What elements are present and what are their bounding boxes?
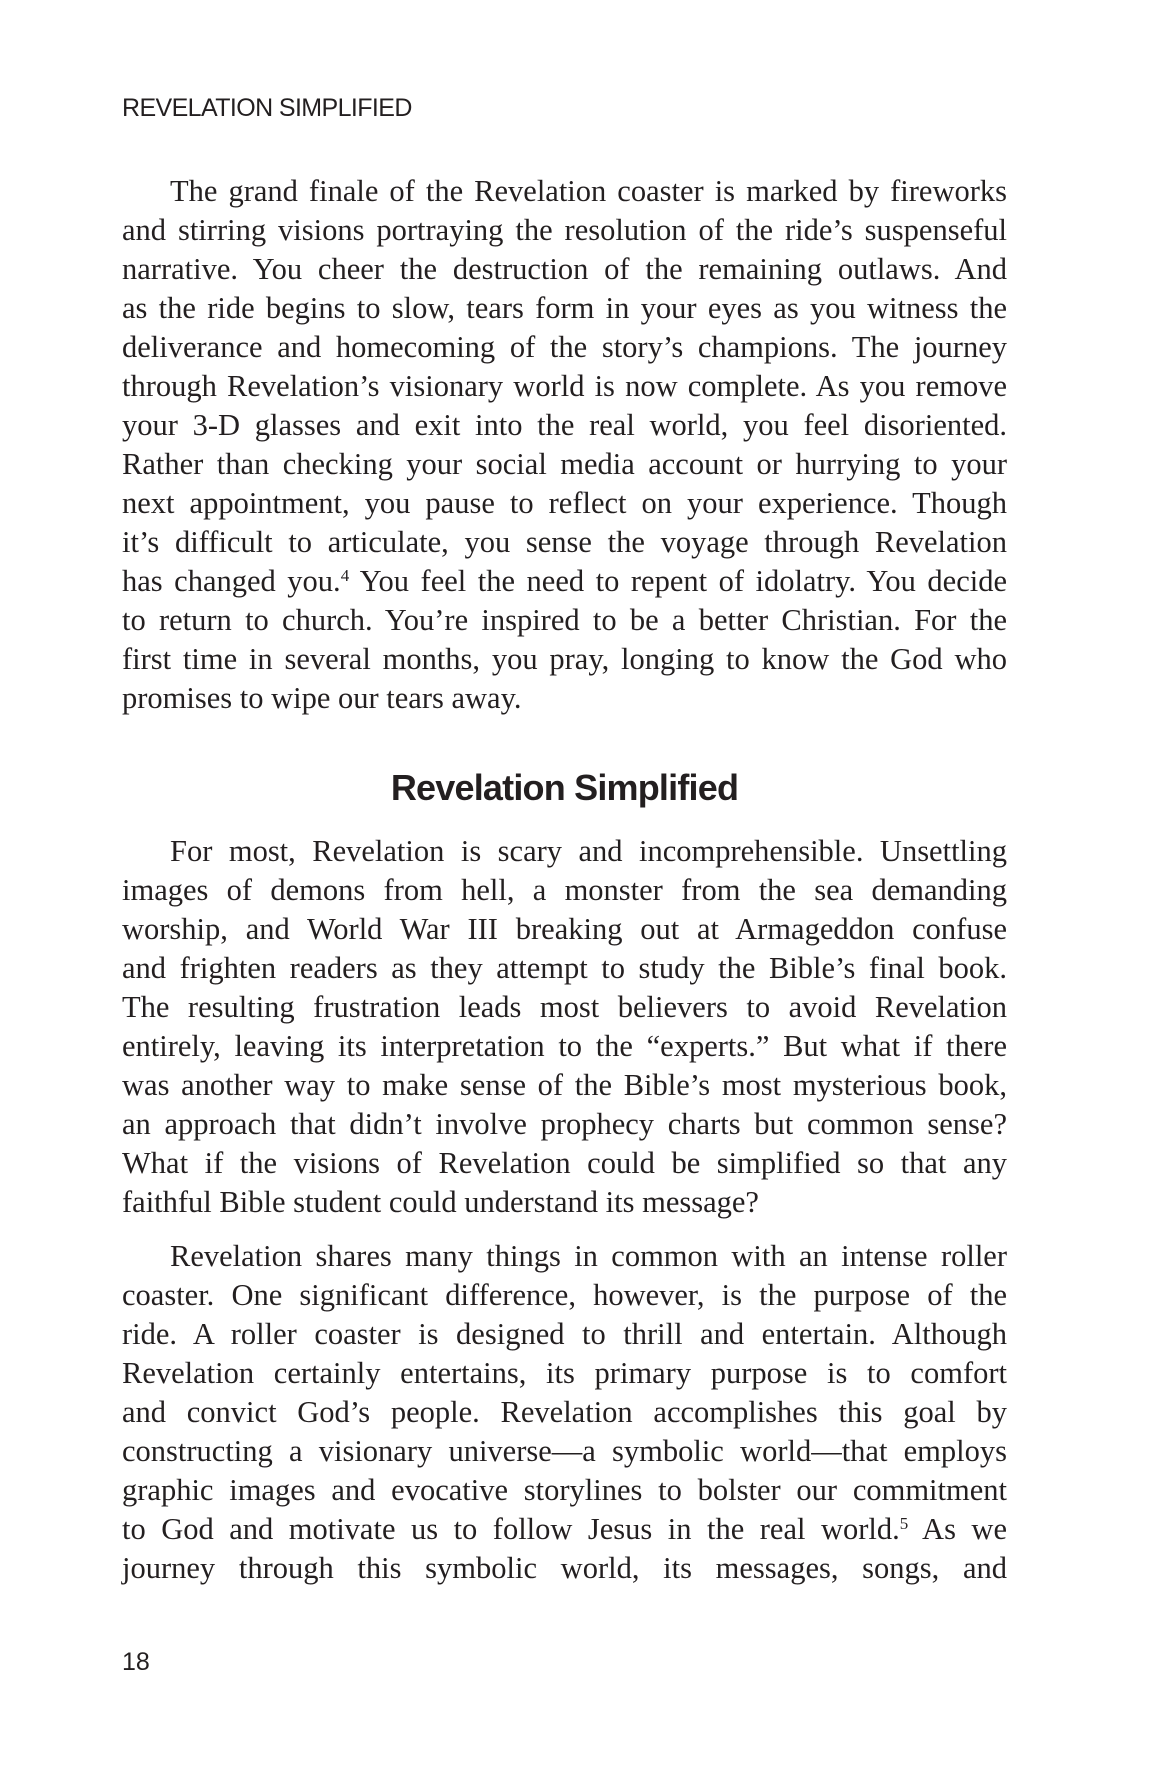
text-line: For most, Revelation is scary and incomprehensible. Unsettling: [170, 834, 1007, 868]
text-line: and stirring visions portraying the resolution of the ride’s suspenseful: [122, 213, 1007, 247]
footnote-ref[interactable]: 5: [899, 1514, 909, 1533]
text-line: The grand finale of the Revelation coaster is marked by fireworks: [170, 174, 1007, 208]
text-line: first time in several months, you pray, longing to know the God who: [122, 642, 1007, 676]
text-line: through Revelation’s visionary world is now complete. As you remove: [122, 369, 1007, 403]
text-line: promises to wipe our tears away.: [122, 681, 522, 715]
text-segment: to God and motivate us to follow Jesus in the real world.: [122, 1512, 900, 1546]
text-line: ride. A roller coaster is designed to thrill and entertain. Although: [122, 1317, 1007, 1351]
text-line: and frighten readers as they attempt to study the Bible’s final book.: [122, 951, 1007, 985]
text-line: worship, and World War III breaking out at Armageddon confuse: [122, 912, 1007, 946]
text-line: next appointment, you pause to reflect on your experience. Though: [122, 486, 1007, 520]
section-heading: Revelation Simplified: [390, 767, 739, 808]
text-line: faithful Bible student could understand its message?: [122, 1185, 759, 1219]
text-line: deliverance and homecoming of the story’s champions. The journey: [122, 330, 1007, 364]
text-line: The resulting frustration leads most believers to avoid Revelation: [122, 990, 1007, 1024]
text-line: journey through this symbolic world, its messages, songs, and: [122, 1551, 1007, 1585]
text-line: to return to church. You’re inspired to be a better Christian. For the: [122, 603, 1007, 637]
text-line: What if the visions of Revelation could be simplified so that any: [122, 1146, 1007, 1180]
text-segment: You feel the need to repent of idolatry. You decide: [349, 564, 1007, 598]
text-line: coaster. One significant difference, however, is the purpose of the: [122, 1278, 1007, 1312]
text-line: graphic images and evocative storylines to bolster our commitment: [122, 1473, 1007, 1507]
text-line: Rather than checking your social media account or hurrying to your: [122, 447, 1007, 481]
text-line-with-footnote: [122, 1510, 1007, 1549]
text-line: an approach that didn’t involve prophecy charts but common sense?: [122, 1107, 1007, 1141]
paragraph: [122, 1237, 1007, 1588]
text-segment: has changed you.: [122, 564, 341, 598]
text-line: as the ride begins to slow, tears form in your eyes as you witness the: [122, 291, 1007, 325]
running-head: REVELATION SIMPLIFIED: [122, 94, 412, 122]
footnote-ref[interactable]: 4: [340, 566, 350, 585]
text-segment: As we: [908, 1512, 1007, 1546]
page-number: 18: [122, 1648, 150, 1676]
text-line: entirely, leaving its interpretation to the “experts.” But what if there: [122, 1029, 1007, 1063]
text-line: your 3-D glasses and exit into the real world, you feel disoriented.: [122, 408, 1007, 442]
text-line: was another way to make sense of the Bible’s most mysterious book,: [122, 1068, 1007, 1102]
paragraph: [122, 832, 1007, 1222]
text-line: images of demons from hell, a monster from the sea demanding: [122, 873, 1007, 907]
text-line: it’s difficult to articulate, you sense the voyage through Revelation: [122, 525, 1007, 559]
text-line: constructing a visionary universe—a symbolic world—that employs: [122, 1434, 1007, 1468]
text-line: and convict God’s people. Revelation accomplishes this goal by: [122, 1395, 1007, 1429]
paragraph: [122, 172, 1007, 718]
text-line: narrative. You cheer the destruction of the remaining outlaws. And: [122, 252, 1007, 286]
text-line: Revelation certainly entertains, its primary purpose is to comfort: [122, 1356, 1007, 1390]
text-line-with-footnote: [122, 562, 1007, 601]
text-line: Revelation shares many things in common with an intense roller: [170, 1239, 1007, 1273]
